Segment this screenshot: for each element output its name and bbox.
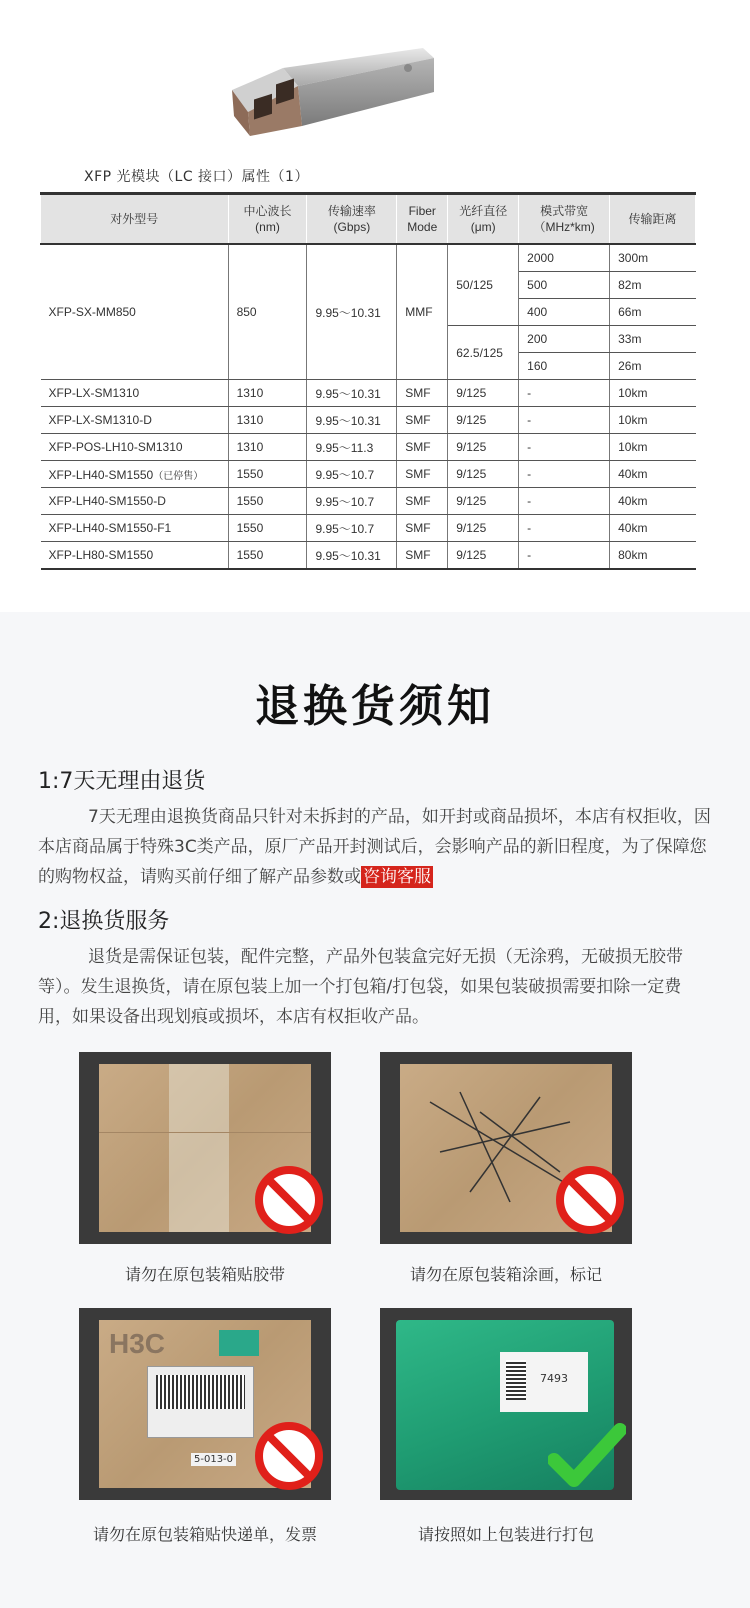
model-cell: XFP-LX-SM1310-D — [41, 407, 229, 434]
distance-cell: 40km — [610, 488, 696, 515]
wavelength-cell: 1310 — [228, 407, 307, 434]
diameter-cell: 50/125 — [448, 244, 519, 326]
return-policy-section — [0, 612, 750, 1608]
distance-cell: 10km — [610, 407, 696, 434]
diameter-cell: 9/125 — [448, 488, 519, 515]
header-cell — [307, 194, 397, 245]
diameter-cell: 9/125 — [448, 542, 519, 570]
shipping-label — [500, 1352, 588, 1412]
model-cell — [41, 461, 229, 488]
mode-cell: SMF — [397, 542, 448, 570]
mode-cell: SMF — [397, 515, 448, 542]
wavelength-cell: 1550 — [228, 461, 307, 488]
wavelength-cell: 850 — [228, 244, 307, 380]
header-cell — [228, 194, 307, 245]
photo-bagged-box — [380, 1308, 632, 1500]
mode-cell: SMF — [397, 434, 448, 461]
photo-caption: 请勿在原包装箱贴快递单，发票 — [92, 1525, 317, 1544]
distance-cell: 10km — [610, 434, 696, 461]
policy-title: 退换货须知 — [255, 681, 495, 732]
wavelength-cell: 1550 — [228, 542, 307, 570]
table-row — [41, 244, 696, 272]
table-row — [41, 461, 696, 488]
distance-cell: 66m — [610, 299, 696, 326]
bandwidth-cell: 200 — [519, 326, 610, 353]
rate-cell: 9.95～10.31 — [307, 380, 397, 407]
header-cell — [519, 194, 610, 245]
wavelength-cell: 1550 — [228, 515, 307, 542]
section-1-text — [38, 802, 714, 892]
xfp-module-image — [228, 40, 438, 140]
discontinued-note: （已停售） — [153, 470, 204, 482]
rate-cell: 9.95～10.31 — [307, 244, 397, 380]
diameter-cell: 62.5/125 — [448, 326, 519, 380]
bandwidth-cell: - — [519, 488, 610, 515]
bandwidth-cell: - — [519, 542, 610, 570]
rate-cell: 9.95～11.3 — [307, 434, 397, 461]
spec-table-title: XFP 光模块（LC 接口）属性（1） — [84, 169, 309, 185]
distance-cell: 40km — [610, 515, 696, 542]
model-cell: XFP-POS-LH10-SM1310 — [41, 434, 229, 461]
diameter-cell: 9/125 — [448, 380, 519, 407]
rate-cell: 9.95～10.7 — [307, 461, 397, 488]
header-text: 传输距离 — [628, 212, 677, 226]
shipping-label — [147, 1366, 254, 1438]
header-text: 对外型号 — [110, 212, 159, 226]
header-text: 中心波长 — [243, 204, 292, 218]
rate-cell: 9.95～10.31 — [307, 407, 397, 434]
photo-caption: 请勿在原包装箱贴胶带 — [124, 1265, 285, 1284]
photo-marked-box — [380, 1052, 632, 1244]
bandwidth-cell: 2000 — [519, 244, 610, 272]
rate-cell: 9.95～10.7 — [307, 515, 397, 542]
wavelength-cell: 1310 — [228, 380, 307, 407]
table-row — [41, 488, 696, 515]
wavelength-cell: 1310 — [228, 434, 307, 461]
prohibit-icon — [253, 1420, 325, 1492]
table-row — [41, 407, 696, 434]
header-text: (μm) — [470, 220, 496, 234]
photo-caption: 请按照如上包装进行打包 — [417, 1525, 594, 1544]
box-logo: H3C — [109, 1328, 166, 1359]
distance-cell: 82m — [610, 272, 696, 299]
distance-cell: 80km — [610, 542, 696, 570]
header-cell — [41, 194, 229, 245]
bandwidth-cell: - — [519, 407, 610, 434]
bandwidth-cell: 160 — [519, 353, 610, 380]
diameter-cell: 9/125 — [448, 407, 519, 434]
mode-cell: SMF — [397, 461, 448, 488]
diameter-cell: 9/125 — [448, 434, 519, 461]
distance-cell: 10km — [610, 380, 696, 407]
header-text: Mode — [407, 220, 438, 234]
distance-cell: 33m — [610, 326, 696, 353]
header-cell — [397, 194, 448, 245]
distance-cell: 300m — [610, 244, 696, 272]
photo-labeled-box — [79, 1308, 331, 1500]
spec-section — [0, 0, 750, 620]
model-cell: XFP-LH40-SM1550-F1 — [41, 515, 229, 542]
header-text: 模式带宽 — [540, 204, 589, 218]
photo-taped-box — [79, 1052, 331, 1244]
header-cell — [610, 194, 696, 245]
header-text: 传输速率 — [327, 204, 376, 218]
header-text: Fiber — [408, 204, 436, 218]
prohibit-icon — [253, 1164, 325, 1236]
table-row — [41, 434, 696, 461]
rate-cell: 9.95～10.7 — [307, 488, 397, 515]
diameter-cell: 9/125 — [448, 515, 519, 542]
model-cell: XFP-LX-SM1310 — [41, 380, 229, 407]
rate-cell: 9.95～10.31 — [307, 542, 397, 570]
model-cell: XFP-LH40-SM1550-D — [41, 488, 229, 515]
section-2-title: 2:退换货服务 — [38, 909, 170, 934]
table-row — [41, 542, 696, 570]
spec-header-row — [41, 194, 696, 245]
distance-cell: 40km — [610, 461, 696, 488]
bandwidth-cell: 500 — [519, 272, 610, 299]
header-text: （MHz*km) — [533, 220, 595, 234]
bandwidth-cell: - — [519, 380, 610, 407]
wavelength-cell: 1550 — [228, 488, 307, 515]
mode-cell: SMF — [397, 488, 448, 515]
model-text: XFP-LH40-SM1550 — [48, 467, 154, 482]
table-row — [41, 515, 696, 542]
header-text: 光纤直径 — [459, 204, 508, 218]
mode-cell: SMF — [397, 407, 448, 434]
section-2-text: 退货是需保证包装，配件完整，产品外包装盒完好无损（无涂鸦，无破损无胶带等）。发生退换货，请在原包装上加一个打包箱/打包袋，如果包装破损需要扣除一定费用，如果设备出现划痕或损坏，本店有权拒收产品。 — [38, 947, 683, 1027]
distance-cell: 26m — [610, 353, 696, 380]
section-1-title: 1:7天无理由退货 — [38, 769, 206, 794]
table-row — [41, 380, 696, 407]
header-text: (Gbps) — [333, 220, 371, 234]
bandwidth-cell: - — [519, 515, 610, 542]
mode-cell: SMF — [397, 380, 448, 407]
label-code: 5-013-0 — [191, 1453, 236, 1466]
bandwidth-cell: - — [519, 461, 610, 488]
consult-service-link[interactable]: 咨询客服 — [363, 867, 431, 887]
header-text: (nm) — [255, 220, 280, 234]
diameter-cell: 9/125 — [448, 461, 519, 488]
mode-cell: MMF — [397, 244, 448, 380]
photo-caption: 请勿在原包装箱涂画，标记 — [409, 1265, 602, 1284]
spec-table — [40, 192, 696, 570]
model-cell: XFP-SX-MM850 — [41, 244, 229, 380]
label-code: 7493 — [540, 1372, 568, 1385]
section-1-body: 7天无理由退换货商品只针对未拆封的产品，如开封或商品损坏，本店有权拒收，因本店商品属于特殊3C类产品，原厂产品开封测试后，会影响产品的新旧程度，为了保障您的购物权益，请购买前仔细了解产品参数或 — [38, 807, 711, 887]
bandwidth-cell: 400 — [519, 299, 610, 326]
header-cell — [448, 194, 519, 245]
bandwidth-cell: - — [519, 434, 610, 461]
prohibit-icon — [554, 1164, 626, 1236]
check-icon — [548, 1422, 626, 1492]
model-cell: XFP-LH80-SM1550 — [41, 542, 229, 570]
